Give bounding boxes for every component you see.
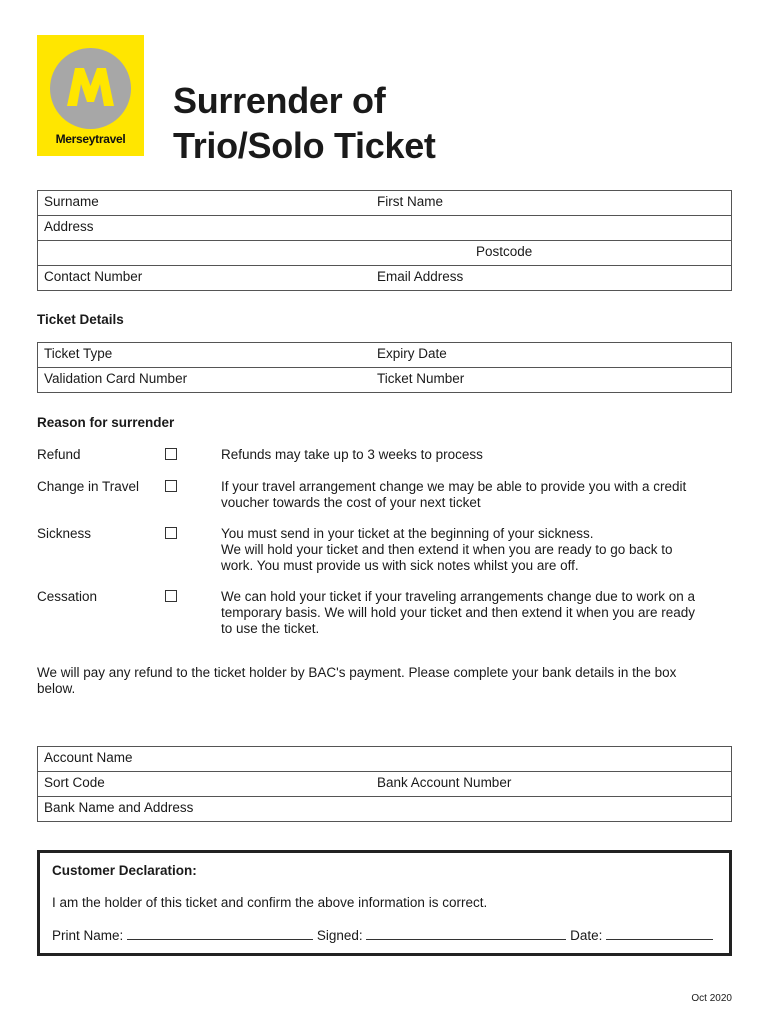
postcode-field[interactable]: Postcode [476, 244, 533, 259]
description-line: to use the ticket. [221, 621, 320, 636]
description-line: If your travel arrangement change we may be able to provide you with a credit [221, 479, 687, 494]
date-line[interactable] [606, 927, 713, 940]
sickness-description [221, 526, 736, 574]
row-ticket-type [38, 343, 731, 368]
ticket-details-box [37, 342, 732, 393]
cessation-description [221, 589, 736, 637]
logo-circle [50, 48, 131, 129]
address-field[interactable]: Address [44, 219, 94, 234]
description-line: Refunds may take up to 3 weeks to process [221, 447, 483, 462]
declaration-signature-row [52, 927, 713, 943]
change-in-travel-checkbox[interactable] [165, 480, 177, 492]
surname-field[interactable]: Surname [44, 194, 99, 209]
title-line-2: Trio/Solo Ticket [173, 125, 436, 166]
refund-description [221, 447, 736, 463]
reason-refund-label: Refund [37, 447, 81, 462]
ticket-number-field[interactable]: Ticket Number [377, 371, 465, 386]
title-line-1: Surrender of [173, 80, 386, 121]
reason-change-label: Change in Travel [37, 479, 140, 494]
row-address [38, 216, 731, 241]
signed-label: Signed: [316, 928, 363, 943]
description-line: You must send in your ticket at the beginning of your sickness. [221, 526, 594, 541]
signed-line[interactable] [366, 927, 566, 940]
cessation-checkbox[interactable] [165, 590, 177, 602]
first-name-field[interactable]: First Name [377, 194, 444, 209]
contact-number-field[interactable]: Contact Number [44, 269, 143, 284]
description-line: We can hold your ticket if your traveling arrangements change due to work on a [221, 589, 696, 604]
footer-date: Oct 2020 [691, 993, 732, 1004]
bank-name-field[interactable]: Bank Name and Address [44, 800, 194, 815]
row-name [38, 191, 731, 216]
row-contact [38, 266, 731, 290]
email-field[interactable]: Email Address [377, 269, 464, 284]
merseytravel-logo [37, 35, 144, 156]
m-letter-icon [50, 48, 131, 129]
print-name-label: Print Name: [52, 928, 124, 943]
description-line: voucher towards the cost of your next ticket [221, 495, 481, 510]
row-postcode [38, 241, 731, 266]
refund-note [37, 665, 727, 697]
expiry-date-field[interactable]: Expiry Date [377, 346, 447, 361]
description-line: work. You must provide us with sick notes whilst you are off. [221, 558, 579, 573]
ticket-details-heading: Ticket Details [37, 312, 124, 327]
customer-declaration-box [37, 850, 732, 956]
ticket-type-field[interactable]: Ticket Type [44, 346, 113, 361]
page-title [173, 78, 436, 168]
change-description [221, 479, 736, 511]
declaration-text: I am the holder of this ticket and confirm the above information is correct. [52, 895, 488, 910]
refund-checkbox[interactable] [165, 448, 177, 460]
account-name-field[interactable]: Account Name [44, 750, 133, 765]
description-line: We will hold your ticket and then extend it when you are ready to go back to [221, 542, 673, 557]
sort-code-field[interactable]: Sort Code [44, 775, 105, 790]
reason-heading: Reason for surrender [37, 415, 175, 430]
description-line: temporary basis. We will hold your ticket and then extend it when you are ready [221, 605, 695, 620]
row-sort-code [38, 772, 731, 797]
refund-note-line: below. [37, 681, 76, 696]
reason-cessation-label: Cessation [37, 589, 98, 604]
row-account-name [38, 747, 731, 772]
validation-card-field[interactable]: Validation Card Number [44, 371, 188, 386]
bank-details-box [37, 746, 732, 822]
date-label: Date: [570, 928, 603, 943]
print-name-line[interactable] [127, 927, 313, 940]
sickness-checkbox[interactable] [165, 527, 177, 539]
row-bank-name [38, 797, 731, 821]
account-number-field[interactable]: Bank Account Number [377, 775, 512, 790]
logo-wordmark: Merseytravel [55, 132, 126, 146]
declaration-title: Customer Declaration: [52, 863, 197, 878]
personal-details-box [37, 190, 732, 291]
row-validation [38, 368, 731, 392]
refund-note-line: We will pay any refund to the ticket holder by BAC's payment. Please complete your bank details in the box [37, 665, 677, 680]
reason-sickness-label: Sickness [37, 526, 92, 541]
